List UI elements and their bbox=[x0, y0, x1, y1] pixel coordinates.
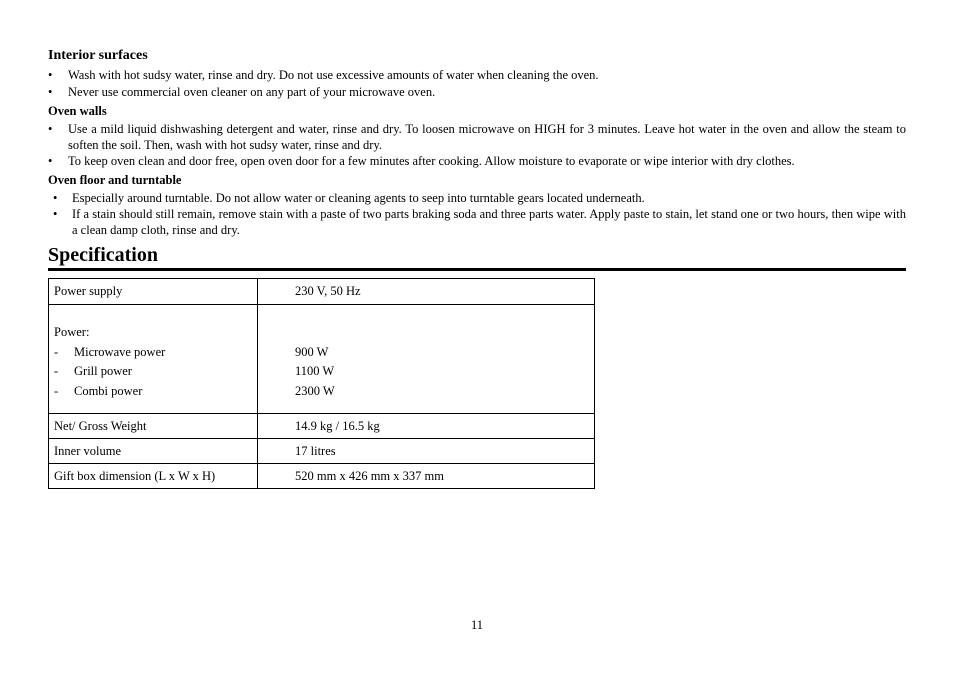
weight-label: Net/ Gross Weight bbox=[49, 414, 258, 439]
table-row bbox=[49, 439, 595, 464]
table-row bbox=[49, 305, 595, 414]
power-item: - Grill power bbox=[54, 364, 132, 378]
table-row bbox=[49, 279, 595, 305]
volume-label: Inner volume bbox=[49, 439, 258, 464]
power-label-cell bbox=[49, 305, 258, 414]
list-item: • Wash with hot sudsy water, rinse and dry. Do not use excessive amounts of water when cleaning the oven. bbox=[48, 68, 599, 82]
bullet-icon: • bbox=[53, 207, 58, 221]
power-item: - Combi power bbox=[54, 383, 143, 398]
oven-walls-heading: Oven walls bbox=[48, 104, 107, 118]
grill-power-value: 1100 W bbox=[295, 364, 335, 378]
list-item: • Never use commercial oven cleaner on any part of your microwave oven. bbox=[48, 85, 436, 99]
bullet-icon: • bbox=[48, 85, 53, 99]
power-supply-label: Power supply bbox=[49, 279, 258, 305]
power-item: - Microwave power bbox=[54, 344, 166, 359]
bullet-icon: • bbox=[53, 191, 58, 205]
interior-surfaces-heading: Interior surfaces bbox=[48, 48, 148, 63]
bullet-icon: • bbox=[48, 122, 53, 136]
specification-title: Specification bbox=[48, 244, 158, 266]
microwave-power-value: 900 W bbox=[295, 344, 329, 359]
page-number: 11 bbox=[470, 618, 484, 632]
list-item: • If a stain should still remain, remove stain with a paste of two parts braking soda and three parts water. Apply paste to stain, let stand one or two hours, then wipe with a clean damp cloth, rinse and dry. bbox=[53, 207, 906, 237]
giftbox-value: 520 mm x 426 mm x 337 mm bbox=[258, 464, 595, 489]
title-divider bbox=[48, 268, 906, 271]
list-item: • Use a mild liquid dishwashing detergent and water, rinse and dry. To loosen microwave on HIGH for 3 minutes. Leave hot water in the oven and allow the steam to soften the soil. Then, wash with hot sudsy water, rinse and dry. bbox=[48, 122, 906, 152]
giftbox-label: Gift box dimension (L x W x H) bbox=[49, 464, 258, 489]
table-row bbox=[49, 414, 595, 439]
power-value-cell bbox=[258, 305, 595, 414]
bullet-icon: • bbox=[48, 154, 53, 168]
power-supply-value: 230 V, 50 Hz bbox=[258, 279, 595, 305]
list-item: • To keep oven clean and door free, open oven door for a few minutes after cooking. Allow moisture to evaporate or wipe interior with dry clothes. bbox=[48, 154, 795, 168]
list-item: • Especially around turntable. Do not allow water or cleaning agents to seep into turntable gears located underneath. bbox=[53, 191, 645, 205]
specification-table bbox=[48, 278, 595, 489]
oven-floor-heading: Oven floor and turntable bbox=[48, 173, 182, 187]
combi-power-value: 2300 W bbox=[295, 383, 335, 398]
power-label: Power: bbox=[54, 325, 90, 339]
weight-value: 14.9 kg / 16.5 kg bbox=[258, 414, 595, 439]
volume-value: 17 litres bbox=[258, 439, 595, 464]
bullet-icon: • bbox=[48, 68, 53, 82]
table-row bbox=[49, 464, 595, 489]
